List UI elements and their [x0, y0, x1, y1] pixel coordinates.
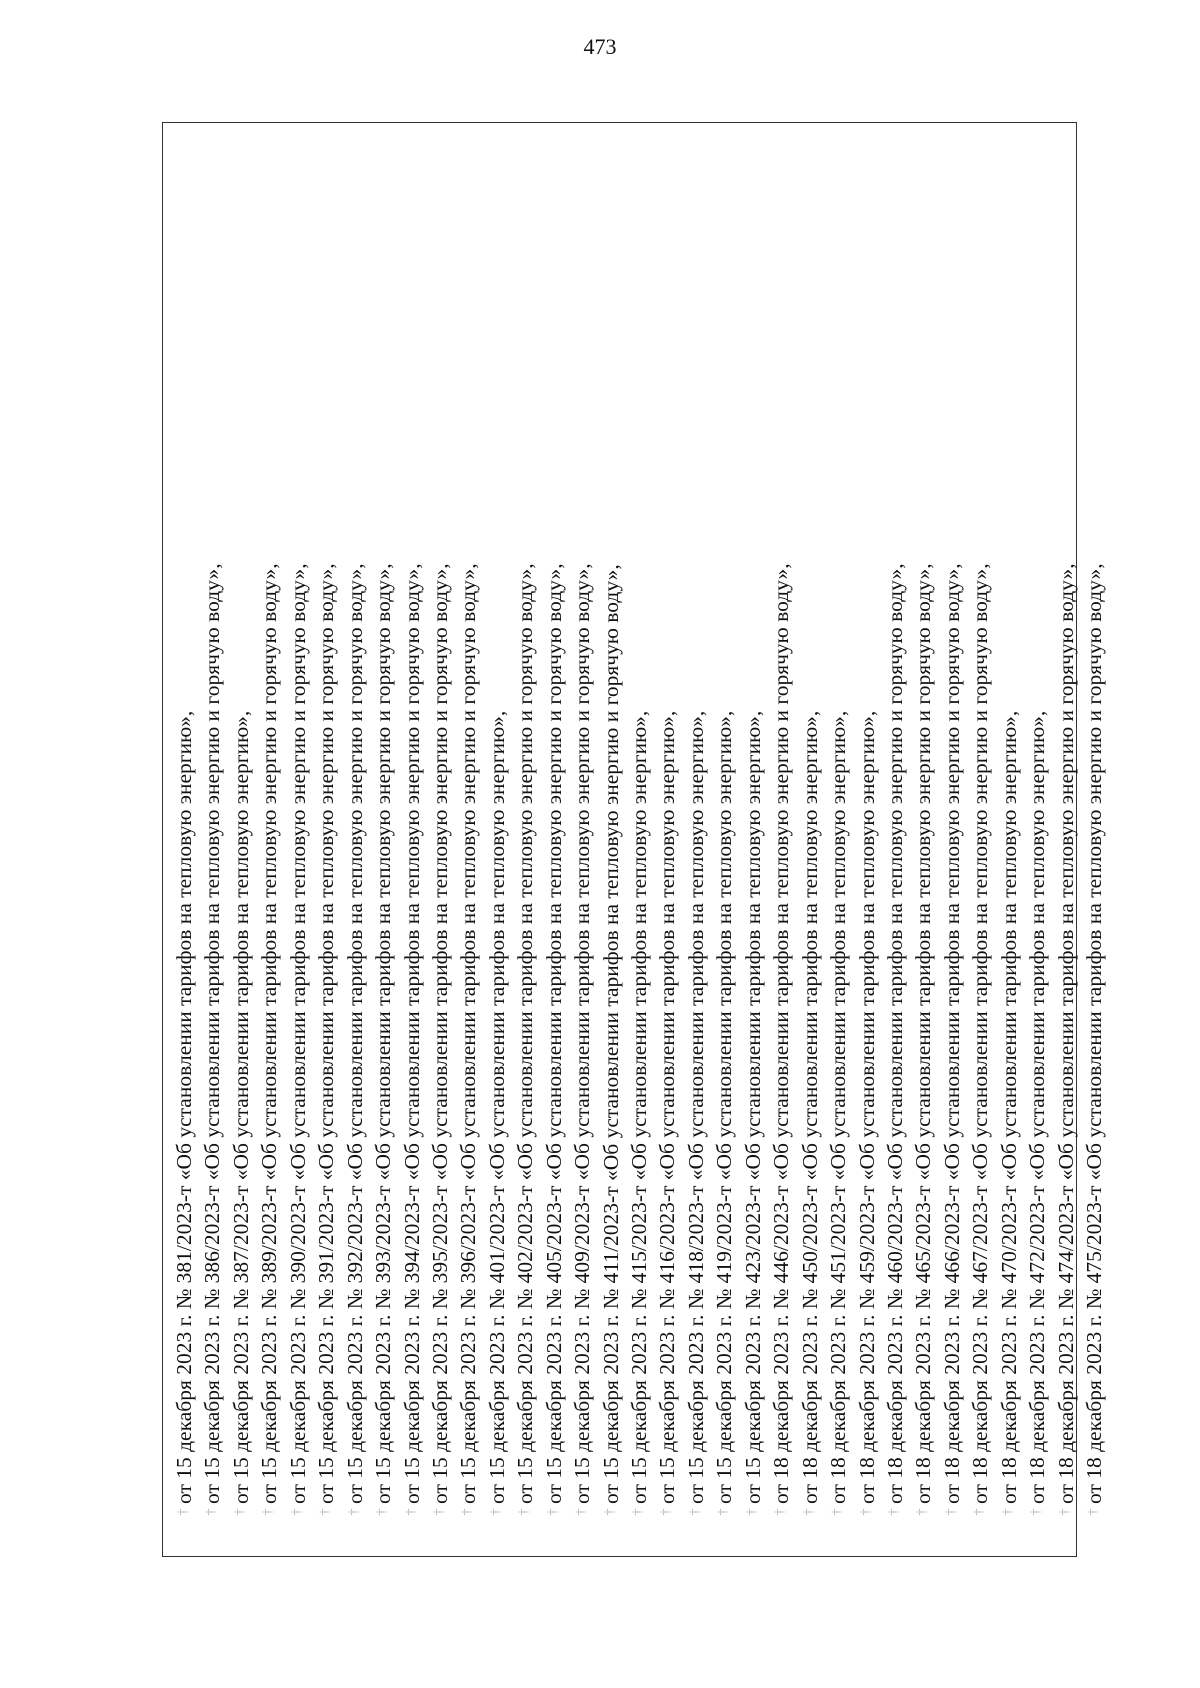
scan-mark-icon: † — [261, 1508, 277, 1516]
rotated-entry-list — [170, 120, 1108, 1520]
list-item — [255, 120, 283, 1520]
list-item — [682, 120, 710, 1520]
scan-mark-icon: † — [716, 1508, 732, 1516]
list-item — [881, 120, 909, 1520]
list-item — [909, 120, 937, 1520]
entry-text: от 18 декабря 2023 г. № 472/2023-т «Об установлении тарифов на тепловую энергию», — [1025, 710, 1050, 1504]
scan-mark-icon: † — [574, 1508, 590, 1516]
list-item — [511, 120, 539, 1520]
list-item — [483, 120, 511, 1520]
list-item — [227, 120, 255, 1520]
entry-text: от 18 декабря 2023 г. № 467/2023-т «Об установлении тарифов на тепловую энергию и горячую воду», — [968, 563, 993, 1504]
scan-mark-icon: † — [289, 1508, 305, 1516]
entry-text: от 15 декабря 2023 г. № 391/2023-т «Об установлении тарифов на тепловую энергию и горячую воду», — [314, 563, 339, 1504]
entry-text: от 18 декабря 2023 г. № 460/2023-т «Об установлении тарифов на тепловую энергию и горячую воду», — [882, 563, 907, 1504]
entry-text: от 18 декабря 2023 г. № 465/2023-т «Об установлении тарифов на тепловую энергию и горячую воду», — [911, 563, 936, 1504]
scan-mark-icon: † — [1086, 1508, 1101, 1516]
scan-mark-icon: † — [773, 1508, 789, 1516]
scan-mark-icon: † — [943, 1508, 959, 1516]
scan-mark-icon: † — [488, 1508, 504, 1516]
entry-text: от 15 декабря 2023 г. № 415/2023-т «Об установлении тарифов на тепловую энергию», — [627, 710, 651, 1504]
list-item — [597, 120, 625, 1520]
entry-text: от 15 декабря 2023 г. № 395/2023-т «Об установлении тарифов на тепловую энергию и горячую воду», — [427, 563, 452, 1504]
list-item — [625, 120, 653, 1520]
page-number: 473 — [583, 34, 617, 59]
entry-text: от 18 декабря 2023 г. № 475/2023-т «Об установлении тарифов на тепловую энергию и горячую воду», — [1082, 563, 1106, 1504]
entry-text: от 15 декабря 2023 г. № 394/2023-т «Об установлении тарифов на тепловую энергию и горячую воду», — [399, 563, 424, 1504]
scan-mark-icon: † — [1000, 1508, 1016, 1516]
list-item — [824, 120, 852, 1520]
list-item — [653, 120, 681, 1520]
entry-text: от 15 декабря 2023 г. № 405/2023-т «Об установлении тарифов на тепловую энергию и горячую воду», — [541, 563, 566, 1504]
list-item — [710, 120, 738, 1520]
list-item — [853, 120, 881, 1520]
list-item — [341, 120, 369, 1520]
scan-mark-icon: † — [176, 1508, 191, 1516]
entry-text: от 18 декабря 2023 г. № 451/2023-т «Об установлении тарифов на тепловую энергию», — [826, 710, 851, 1504]
scan-mark-icon: † — [346, 1508, 362, 1516]
entry-text: от 15 декабря 2023 г. № 409/2023-т «Об установлении тарифов на тепловую энергию и горячую воду», — [570, 563, 595, 1504]
scan-mark-icon: † — [1029, 1508, 1045, 1516]
list-item — [426, 120, 454, 1520]
scan-mark-icon: † — [830, 1508, 846, 1516]
scan-mark-icon: † — [431, 1508, 447, 1516]
list-item — [1023, 120, 1051, 1520]
list-item — [1080, 120, 1108, 1520]
entry-text: от 15 декабря 2023 г. № 401/2023-т «Об установлении тарифов на тепловую энергию», — [484, 710, 509, 1504]
entry-text: от 15 декабря 2023 г. № 411/2023-т «Об установлении тарифов на тепловую энергию и горячую воду», — [598, 564, 623, 1504]
list-item — [568, 120, 596, 1520]
scan-mark-icon: † — [375, 1508, 391, 1516]
scan-mark-icon: † — [232, 1508, 248, 1516]
list-item — [1052, 120, 1080, 1520]
scan-mark-icon: † — [659, 1508, 675, 1516]
list-item — [796, 120, 824, 1520]
scan-mark-icon: † — [687, 1508, 703, 1516]
scan-mark-icon: † — [545, 1508, 561, 1516]
entry-text: от 18 декабря 2023 г. № 446/2023-т «Об установлении тарифов на тепловую энергию и горячую воду», — [769, 563, 794, 1504]
scan-mark-icon: † — [1057, 1508, 1073, 1516]
entry-text: от 15 декабря 2023 г. № 392/2023-т «Об установлении тарифов на тепловую энергию и горячую воду», — [342, 563, 367, 1504]
list-item — [398, 120, 426, 1520]
scan-mark-icon: † — [631, 1508, 646, 1516]
list-item — [540, 120, 568, 1520]
list-item — [170, 120, 198, 1520]
list-item — [739, 120, 767, 1520]
scan-mark-icon: † — [318, 1508, 334, 1516]
scan-mark-icon: † — [403, 1508, 419, 1516]
scan-mark-icon: † — [602, 1508, 618, 1516]
scan-mark-icon: † — [204, 1508, 220, 1516]
scan-mark-icon: † — [915, 1508, 931, 1516]
scan-mark-icon: † — [744, 1508, 760, 1516]
entry-text: от 15 декабря 2023 г. № 418/2023-т «Об установлении тарифов на тепловую энергию», — [683, 710, 708, 1504]
entry-text: от 18 декабря 2023 г. № 470/2023-т «Об установлении тарифов на тепловую энергию», — [996, 710, 1021, 1504]
entry-text: от 15 декабря 2023 г. № 419/2023-т «Об установлении тарифов на тепловую энергию», — [712, 710, 737, 1504]
scan-mark-icon: † — [972, 1508, 988, 1516]
scan-mark-icon: † — [886, 1508, 902, 1516]
scan-mark-icon: † — [858, 1508, 874, 1516]
list-item — [198, 120, 226, 1520]
entry-text: от 18 декабря 2023 г. № 466/2023-т «Об установлении тарифов на тепловую энергию и горячую воду», — [939, 563, 964, 1504]
list-item — [966, 120, 994, 1520]
scan-mark-icon: † — [801, 1508, 817, 1516]
entry-text: от 15 декабря 2023 г. № 393/2023-т «Об установлении тарифов на тепловую энергию и горячую воду», — [371, 563, 396, 1504]
entry-text: от 18 декабря 2023 г. № 459/2023-т «Об установлении тарифов на тепловую энергию», — [854, 710, 879, 1504]
entry-text: от 15 декабря 2023 г. № 390/2023-т «Об установлении тарифов на тепловую энергию и горячую воду», — [285, 563, 310, 1504]
entry-text: от 15 декабря 2023 г. № 387/2023-т «Об установлении тарифов на тепловую энергию», — [228, 710, 253, 1504]
entry-text: от 15 декабря 2023 г. № 416/2023-т «Об установлении тарифов на тепловую энергию», — [655, 710, 680, 1504]
scan-mark-icon: † — [460, 1508, 476, 1516]
entry-text: от 18 декабря 2023 г. № 474/2023-т «Об установлении тарифов на тепловую энергию и горячую воду», — [1053, 563, 1078, 1504]
entry-text: от 15 декабря 2023 г. № 402/2023-т «Об установлении тарифов на тепловую энергию и горячую воду», — [513, 563, 538, 1504]
list-item — [938, 120, 966, 1520]
entry-text: от 15 декабря 2023 г. № 381/2023-т «Об установлении тарифов на тепловую энергию», — [172, 710, 196, 1504]
list-item — [369, 120, 397, 1520]
list-item — [312, 120, 340, 1520]
entry-text: от 15 декабря 2023 г. № 386/2023-т «Об установлении тарифов на тепловую энергию и горячую воду», — [200, 563, 225, 1504]
entry-text: от 18 декабря 2023 г. № 450/2023-т «Об установлении тарифов на тепловую энергию», — [797, 710, 822, 1504]
entry-text: от 15 декабря 2023 г. № 423/2023-т «Об установлении тарифов на тепловую энергию», — [740, 710, 765, 1504]
list-item — [454, 120, 482, 1520]
list-item — [767, 120, 795, 1520]
entry-text: от 15 декабря 2023 г. № 396/2023-т «Об установлении тарифов на тепловую энергию и горячую воду», — [456, 563, 481, 1504]
scan-mark-icon: † — [517, 1508, 533, 1516]
list-item — [995, 120, 1023, 1520]
entry-text: от 15 декабря 2023 г. № 389/2023-т «Об установлении тарифов на тепловую энергию и горячую воду», — [257, 563, 282, 1504]
list-item — [284, 120, 312, 1520]
